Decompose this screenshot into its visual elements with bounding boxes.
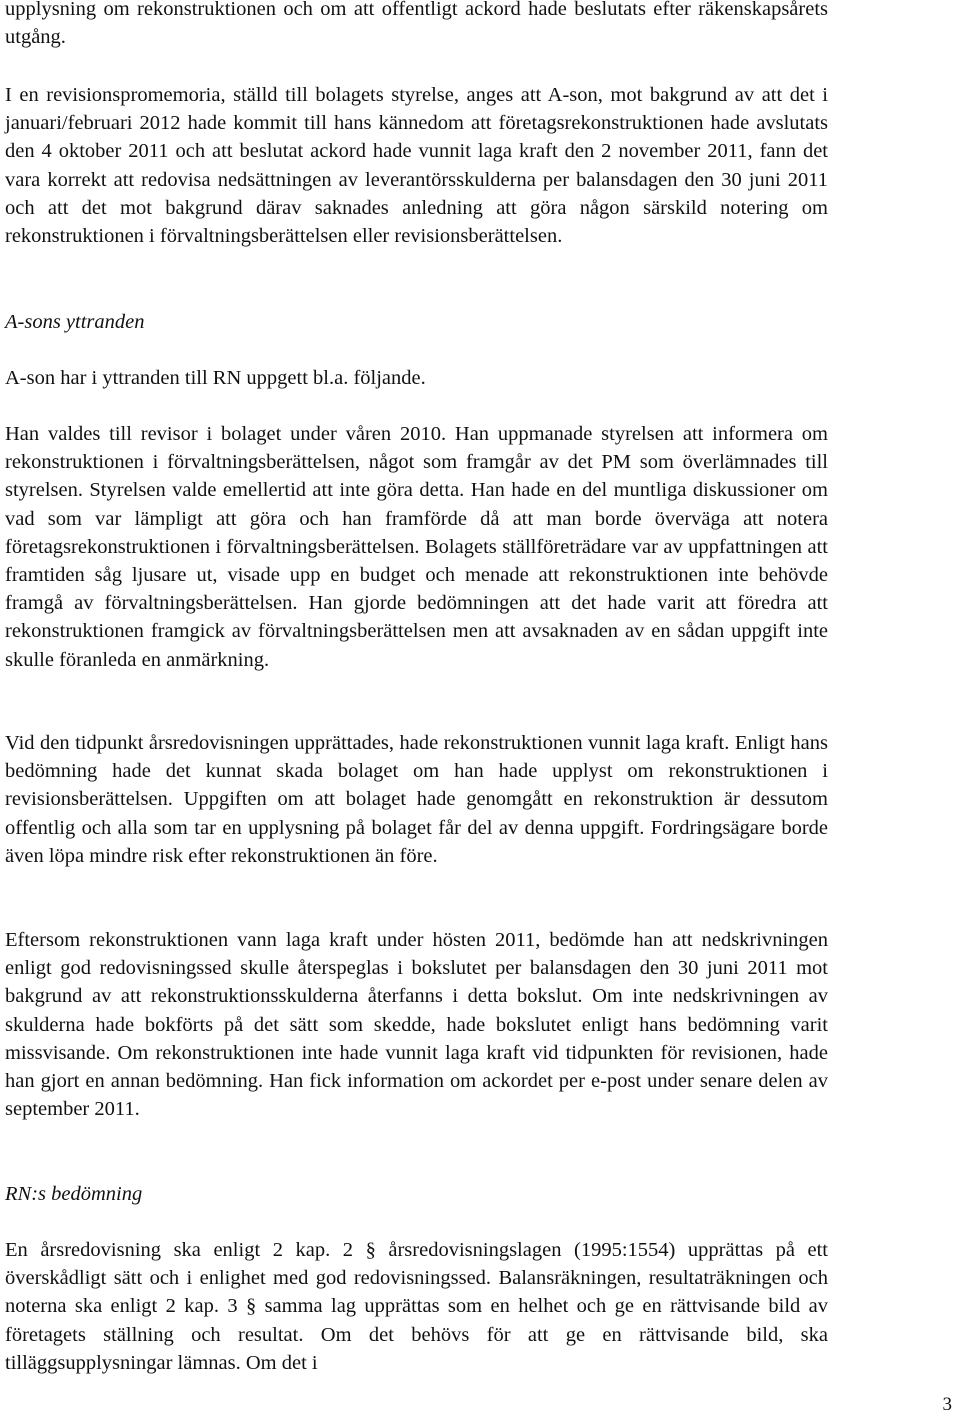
paragraph-nedskrivning: Eftersom rekonstruktionen vann laga kraft under hösten 2011, bedömde han att nedskrivningen enligt god redovisningssed skulle återspeglas i bokslutet per balansdagen den 30 juni 2011 mot bakgrund av att rekonstruktionsskulderna återfanns i detta bokslut. Om inte nedskrivningen av skulderna hade bokförts på det sätt som skedde, hade bokslutet enligt hans bedömning varit missvisande. Om rekonstruktionen inte hade vunnit laga kraft vid tidpunkten för revisionen, hade han gjort en annan bedömning. Han fick information om ackordet per e-post under senare delen av september 2011. <box>5 929 828 1121</box>
section-heading-yttranden: A-sons yttranden <box>5 311 145 333</box>
paragraph-tidpunkt: Vid den tidpunkt årsredovisningen upprättades, hade rekonstruktionen vunnit laga kraft. Enligt hans bedömning hade det kunnat skada bolaget om han hade upplyst om rekonstruktionen i revisionsberättelsen. Uppgiften om att bolaget hade genomgått en rekonstruktion är dessutom offentlig och alla som tar en upplysning på bolaget får del av denna uppgift. Fordringsägare borde även löpa mindre risk efter rekonstruktionen än före. <box>5 732 828 867</box>
paragraph-intro-yttranden: A-son har i yttranden till RN uppgett bl.a. följande. <box>5 367 426 389</box>
paragraph-arsredovisning: En årsredovisning ska enligt 2 kap. 2 § årsredovisningslagen (1995:1554) upprättas på ett överskådligt sätt och i enlighet med god redovisningssed. Balansräkningen, resultaträkningen och noterna ska enligt 2 kap. 3 § samma lag upprättas som en helhet och ge en rättvisande bild av företagets ställning och resultat. Om det behövs för att ge en rättvisande bild, ska tilläggsupplysningar lämnas. Om det i <box>5 1239 828 1374</box>
section-heading-bedomning: RN:s bedömning <box>5 1183 143 1205</box>
paragraph-continuation: upplysning om rekonstruktionen och om att offentligt ackord hade beslutats efter räkenskapsårets utgång. <box>5 0 828 49</box>
paragraph-revisor-val: Han valdes till revisor i bolaget under våren 2010. Han uppmanade styrelsen att informera om rekonstruktionen i förvaltningsberättelsen, något som framgår av det PM som överlämnades till styrelsen. Styrelsen valde emellertid att inte göra detta. Han hade en del muntliga diskussioner om vad som var lämpligt att göra och han framförde då att man borde överväga att notera företagsrekonstruktionen i förvaltningsberättelsen. Bolagets ställföreträdare var av uppfattningen att framtiden såg ljusare ut, visade upp en budget och menade att rekonstruktionen inte behövde framgå av förvaltningsberättelsen. Han gjorde bedömningen att det hade varit att föredra att rekonstruktionen framgick av förvaltningsberättelsen men att avsaknaden av en sådan uppgift inte skulle föranleda en anmärkning. <box>5 423 828 671</box>
paragraph-revisionspromemoria: I en revisionspromemoria, ställd till bolagets styrelse, anges att A-son, mot bakgrund av att det i januari/februari 2012 hade kommit till hans kännedom att företagsrekonstruktionen hade avslutats den 4 oktober 2011 och att beslutat ackord hade vunnit laga kraft den 2 november 2011, fann det vara korrekt att redovisa nedsättningen av leverantörsskulderna per balansdagen den 30 juni 2011 och att det mot bakgrund därav saknades anledning att göra någon särskild notering om rekonstruktionen i förvaltningsberättelsen eller revisionsberättelsen. <box>5 84 828 248</box>
page-number: 3 <box>942 1394 952 1415</box>
